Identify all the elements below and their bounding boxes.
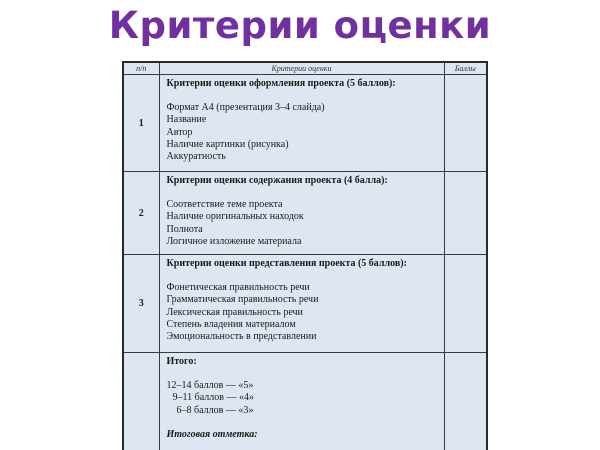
row-number bbox=[124, 353, 159, 450]
score-cell bbox=[444, 75, 486, 172]
header-score: Баллы bbox=[444, 63, 486, 75]
criteria-heading: Критерии оценки оформления проекта (5 баллов): bbox=[166, 78, 396, 89]
final-grade-label: Итоговая отметка: bbox=[166, 428, 258, 440]
table-row-total bbox=[124, 353, 486, 450]
criteria-item: Формат А4 (презентация 3–4 слайда) bbox=[166, 102, 325, 114]
criteria-item: Степень владения материалом bbox=[166, 318, 296, 330]
criteria-heading: Критерии оценки содержания проекта (4 балла): bbox=[166, 175, 388, 186]
table-row bbox=[124, 255, 486, 353]
grade-item: 12–14 баллов — «5» bbox=[166, 380, 254, 392]
criteria-item: Фонетическая правильность речи bbox=[166, 282, 310, 294]
criteria-item: Грамматическая правильность речи bbox=[166, 294, 319, 306]
row-number: 1 bbox=[124, 75, 159, 172]
criteria-item: Эмоциональность в представлении bbox=[166, 331, 317, 343]
criteria-item: Соответствие теме проекта bbox=[166, 199, 283, 211]
criteria-table-container bbox=[122, 61, 488, 450]
criteria-item: Логичное изложение материала bbox=[166, 235, 302, 247]
criteria-item: Наличие оригинальных находок bbox=[166, 211, 304, 223]
table-row bbox=[124, 172, 486, 255]
header-num: п/п bbox=[124, 63, 159, 75]
criteria-item: Название bbox=[166, 114, 207, 126]
total-heading: Итого: bbox=[166, 356, 197, 367]
table-row bbox=[124, 75, 486, 172]
criteria-cell bbox=[159, 172, 444, 255]
score-cell bbox=[444, 353, 486, 450]
slide-title: Критерии оценки bbox=[108, 4, 492, 47]
criteria-cell bbox=[159, 75, 444, 172]
total-cell bbox=[159, 353, 444, 450]
criteria-cell bbox=[159, 255, 444, 353]
criteria-item: Лексическая правильность речи bbox=[166, 306, 303, 318]
table-header-row bbox=[124, 63, 486, 75]
row-number: 2 bbox=[124, 172, 159, 255]
row-number: 3 bbox=[124, 255, 159, 353]
criteria-item: Наличие картинки (рисунка) bbox=[166, 138, 289, 150]
header-criteria: Критерии оценки bbox=[159, 63, 444, 75]
criteria-heading: Критерии оценки представления проекта (5 баллов): bbox=[166, 258, 407, 269]
grade-item: 6–8 баллов — «3» bbox=[176, 404, 254, 416]
score-cell bbox=[444, 255, 486, 353]
criteria-item: Автор bbox=[166, 126, 193, 138]
criteria-item: Полнота bbox=[166, 223, 203, 235]
criteria-item: Аккуратность bbox=[166, 151, 226, 163]
criteria-table bbox=[124, 63, 486, 450]
score-cell bbox=[444, 172, 486, 255]
grade-item: 9–11 баллов — «4» bbox=[172, 392, 254, 404]
